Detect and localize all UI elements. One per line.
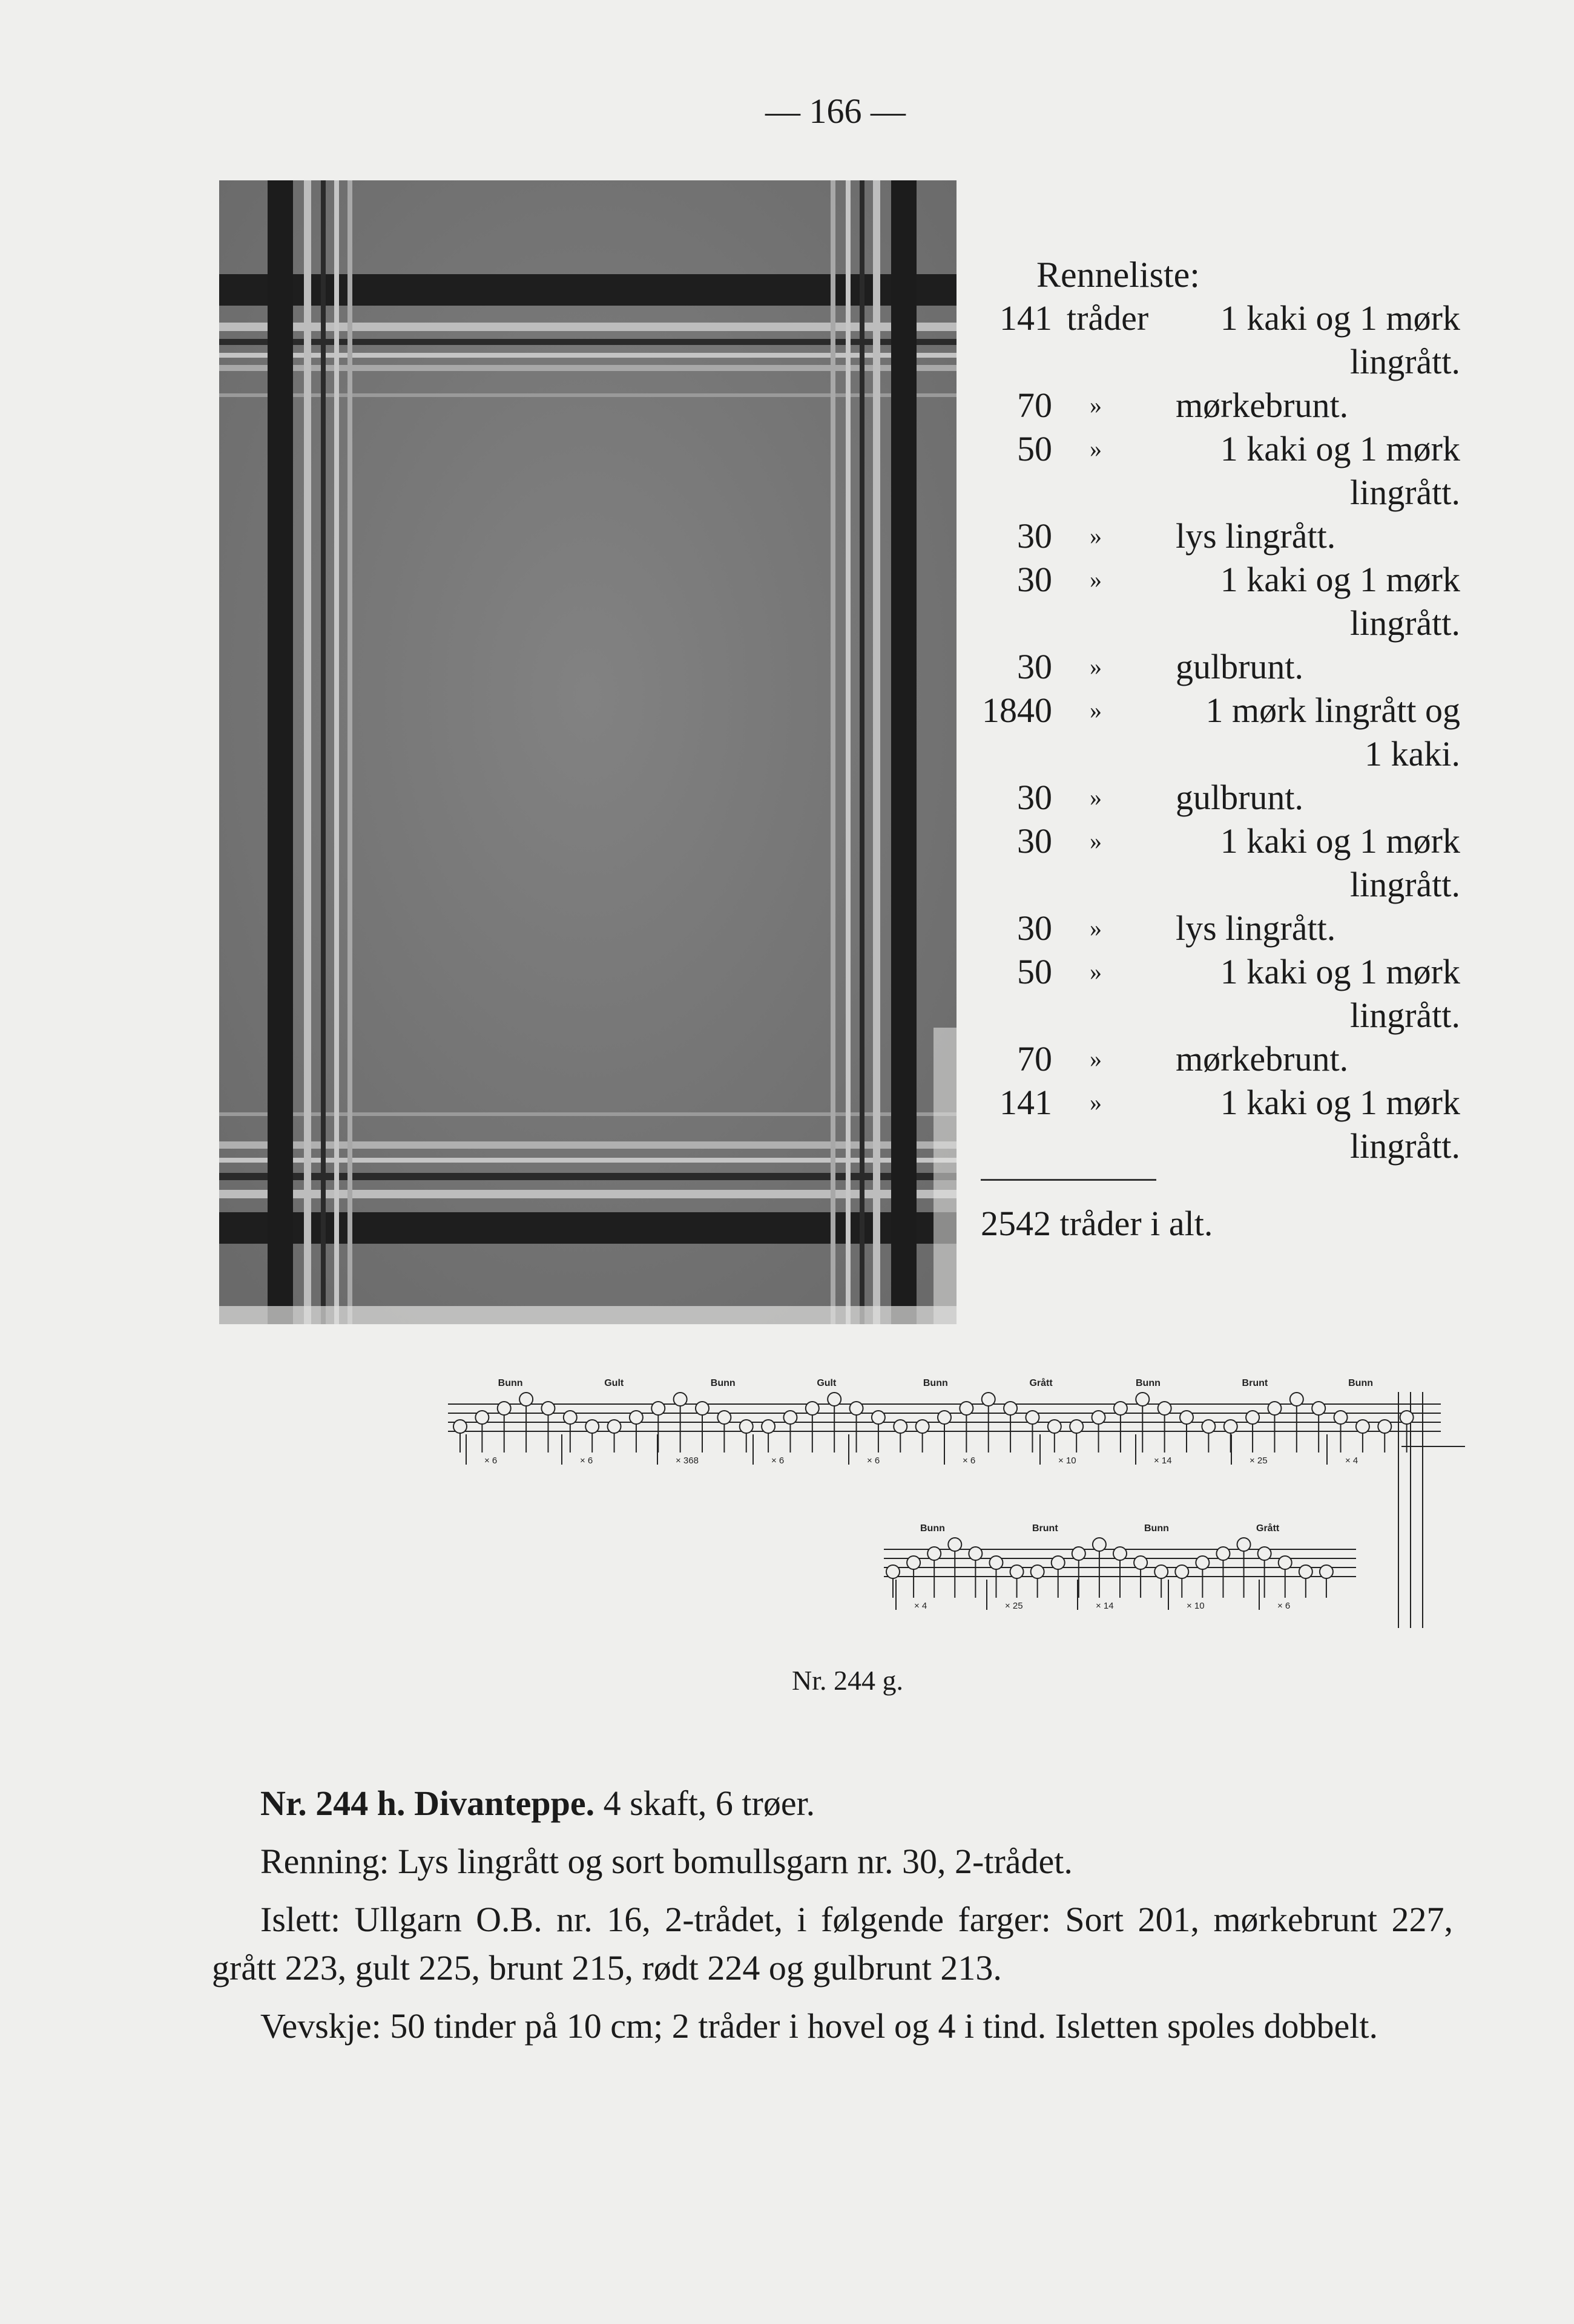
note-head <box>1356 1420 1369 1433</box>
note-head <box>1072 1547 1085 1560</box>
thread-count: 30 <box>1017 560 1052 599</box>
note-head <box>564 1411 577 1424</box>
repeat-count: × 4 <box>914 1601 927 1611</box>
note-head <box>1048 1420 1061 1433</box>
renneliste-row <box>0 514 1574 558</box>
ditto-mark: » <box>1090 914 1102 942</box>
pattern-heading <box>212 1779 1453 1828</box>
note-head <box>1246 1411 1259 1424</box>
note-head <box>1378 1420 1391 1433</box>
note-head <box>1092 1411 1105 1424</box>
thread-description: lingrått. <box>1349 603 1460 643</box>
note-head <box>585 1420 599 1433</box>
note-head <box>1010 1565 1024 1578</box>
note-head <box>1070 1420 1083 1433</box>
color-label: Gult <box>604 1378 624 1388</box>
note-head <box>1154 1565 1168 1578</box>
note-head <box>1224 1420 1237 1433</box>
thread-count: 30 <box>1017 821 1052 861</box>
pattern-number: Nr. 244 h. <box>260 1784 406 1823</box>
thread-description: 1 kaki og 1 mørk <box>1220 952 1460 991</box>
color-label: Brunt <box>1032 1523 1058 1534</box>
color-label: Bunn <box>710 1378 736 1388</box>
note-head <box>989 1556 1003 1569</box>
note-head <box>1258 1547 1271 1560</box>
repeat-count: × 6 <box>867 1456 880 1466</box>
thread-count: 1840 <box>982 691 1052 730</box>
renneliste-row <box>0 427 1574 514</box>
thread-description: lys lingrått. <box>1176 516 1336 556</box>
repeat-count: × 6 <box>771 1456 785 1466</box>
note-head <box>828 1393 841 1406</box>
note-head <box>762 1420 775 1433</box>
renneliste-row <box>0 950 1574 1037</box>
thread-description: lys lingrått. <box>1176 908 1336 948</box>
repeat-count: × 6 <box>1277 1601 1291 1611</box>
note-head <box>630 1411 643 1424</box>
note-head <box>1158 1402 1171 1415</box>
renneliste-row <box>0 1037 1574 1081</box>
color-label: Bunn <box>1348 1378 1373 1388</box>
note-head <box>1299 1565 1312 1578</box>
repeat-count: × 25 <box>1005 1601 1023 1611</box>
repeat-count: × 4 <box>1345 1456 1358 1466</box>
thread-count: 30 <box>1017 516 1052 556</box>
renneliste-row <box>0 689 1574 776</box>
note-head <box>886 1565 900 1578</box>
color-label: Grått <box>1256 1523 1280 1534</box>
note-head <box>1237 1538 1251 1551</box>
weft-paragraph: Islett: Ullgarn O.B. nr. 16, 2-trådet, i følgende farger: Sort 201, mørkebrunt 227, grått 223, gult 225, brunt 215, rødt 224 og gulbrunt 213. <box>212 1900 1453 1988</box>
note-head <box>872 1411 885 1424</box>
note-head <box>1052 1556 1065 1569</box>
thread-description: lingrått. <box>1349 865 1460 904</box>
note-head <box>608 1420 621 1433</box>
note-head <box>938 1411 951 1424</box>
note-head <box>1093 1538 1106 1551</box>
thread-count: 30 <box>1017 908 1052 948</box>
note-head <box>1312 1402 1325 1415</box>
note-head <box>1268 1402 1281 1415</box>
note-head <box>498 1402 511 1415</box>
renneliste-title: Renneliste: <box>1036 255 1200 295</box>
repeat-count: × 10 <box>1187 1601 1205 1611</box>
thread-count: 70 <box>1017 1039 1052 1078</box>
note-head <box>1026 1411 1039 1424</box>
body-text <box>212 1779 1453 2060</box>
ditto-mark: » <box>1090 697 1102 724</box>
note-head <box>982 1393 995 1406</box>
thread-description: mørkebrunt. <box>1176 386 1349 425</box>
thread-description: lingrått. <box>1349 473 1460 512</box>
thread-description: 1 kaki og 1 mørk <box>1220 429 1460 468</box>
note-head <box>453 1420 467 1433</box>
thread-description: 1 kaki og 1 mørk <box>1220 298 1460 338</box>
renneliste-total: 2542 tråder i alt. <box>981 1204 1213 1243</box>
thread-description: 1 mørk lingrått og <box>1205 691 1460 730</box>
note-head <box>1202 1420 1215 1433</box>
color-label: Bunn <box>1136 1378 1161 1388</box>
thread-description: lingrått. <box>1349 1126 1460 1166</box>
ditto-mark: » <box>1090 1089 1102 1116</box>
renneliste-row <box>0 297 1574 384</box>
color-label: Brunt <box>1242 1378 1268 1388</box>
thread-unit: tråder <box>1067 298 1149 338</box>
threading-draft-drawing <box>400 1368 1465 1634</box>
renneliste-row <box>0 1081 1574 1168</box>
ditto-mark: » <box>1090 653 1102 680</box>
note-head <box>1196 1556 1209 1569</box>
note-head <box>969 1547 982 1560</box>
thread-count: 30 <box>1017 778 1052 817</box>
note-head <box>850 1402 863 1415</box>
note-head <box>1134 1556 1147 1569</box>
note-head <box>1031 1565 1044 1578</box>
note-head <box>960 1402 973 1415</box>
note-head <box>541 1402 555 1415</box>
color-label: Grått <box>1029 1378 1053 1388</box>
color-label: Gult <box>817 1378 837 1388</box>
thread-count: 141 <box>999 298 1052 338</box>
repeat-count: × 6 <box>963 1456 976 1466</box>
renneliste-row <box>0 645 1574 689</box>
ditto-mark: » <box>1090 566 1102 593</box>
repeat-count: × 6 <box>580 1456 593 1466</box>
ditto-mark: » <box>1090 522 1102 550</box>
repeat-count: × 14 <box>1096 1601 1114 1611</box>
repeat-count: × 10 <box>1058 1456 1076 1466</box>
thread-count: 30 <box>1017 647 1052 686</box>
thread-count: 70 <box>1017 386 1052 425</box>
thread-description: lingrått. <box>1349 996 1460 1035</box>
note-head <box>1216 1547 1230 1560</box>
warp-paragraph: Renning: Lys lingrått og sort bomullsgarn nr. 30, 2-trådet. <box>260 1842 1073 1881</box>
note-head <box>948 1538 961 1551</box>
page-number: — 166 — <box>765 91 906 131</box>
thread-count: 141 <box>999 1083 1052 1122</box>
note-head <box>1320 1565 1333 1578</box>
note-head <box>1113 1547 1127 1560</box>
note-head <box>1136 1393 1149 1406</box>
renneliste-row <box>0 819 1574 907</box>
repeat-count: × 14 <box>1154 1456 1172 1466</box>
color-label: Bunn <box>923 1378 948 1388</box>
pattern-title: Divanteppe. <box>414 1784 595 1823</box>
thread-description: gulbrunt. <box>1176 778 1304 817</box>
note-head <box>1290 1393 1303 1406</box>
pattern-spec: 4 skaft, 6 trøer. <box>603 1784 815 1823</box>
note-head <box>1180 1411 1193 1424</box>
ditto-mark: » <box>1090 958 1102 985</box>
note-head <box>674 1393 687 1406</box>
threading-draft <box>400 1368 1465 1634</box>
note-head <box>783 1411 797 1424</box>
note-head <box>916 1420 929 1433</box>
note-head <box>907 1556 920 1569</box>
renneliste-row <box>0 384 1574 427</box>
note-head <box>651 1402 665 1415</box>
note-head <box>806 1402 819 1415</box>
thread-description: 1 kaki og 1 mørk <box>1220 560 1460 599</box>
note-head <box>519 1393 533 1406</box>
ditto-mark: » <box>1090 784 1102 811</box>
renneliste-sum-line <box>981 1179 1156 1181</box>
thread-count: 50 <box>1017 952 1052 991</box>
thread-description: 1 kaki og 1 mørk <box>1220 1083 1460 1122</box>
note-head <box>696 1402 709 1415</box>
note-head <box>927 1547 941 1560</box>
thread-description: 1 kaki og 1 mørk <box>1220 821 1460 861</box>
thread-description: 1 kaki. <box>1365 734 1460 773</box>
color-label: Bunn <box>498 1378 523 1388</box>
note-head <box>740 1420 753 1433</box>
repeat-count: × 25 <box>1250 1456 1268 1466</box>
figure-caption: Nr. 244 g. <box>792 1665 903 1696</box>
renneliste-row <box>0 907 1574 950</box>
note-head <box>717 1411 731 1424</box>
note-head <box>894 1420 907 1433</box>
note-head <box>475 1411 489 1424</box>
ditto-mark: » <box>1090 435 1102 462</box>
repeat-count: × 6 <box>484 1456 498 1466</box>
reed-paragraph: Vevskje: 50 tinder på 10 cm; 2 tråder i hovel og 4 i tind. Isletten spoles dobbelt. <box>260 2006 1378 2046</box>
note-head <box>1175 1565 1188 1578</box>
repeat-count: × 368 <box>676 1456 699 1466</box>
renneliste-row <box>0 558 1574 645</box>
note-head <box>1400 1411 1414 1424</box>
ditto-mark: » <box>1090 1045 1102 1072</box>
thread-description: lingrått. <box>1349 342 1460 381</box>
thread-description: mørkebrunt. <box>1176 1039 1349 1078</box>
note-head <box>1004 1402 1017 1415</box>
color-label: Bunn <box>920 1523 945 1534</box>
note-head <box>1114 1402 1127 1415</box>
note-head <box>1334 1411 1348 1424</box>
note-head <box>1279 1556 1292 1569</box>
thread-description: gulbrunt. <box>1176 647 1304 686</box>
ditto-mark: » <box>1090 827 1102 855</box>
color-label: Bunn <box>1144 1523 1169 1534</box>
renneliste-row <box>0 776 1574 819</box>
thread-count: 50 <box>1017 429 1052 468</box>
ditto-mark: » <box>1090 392 1102 419</box>
